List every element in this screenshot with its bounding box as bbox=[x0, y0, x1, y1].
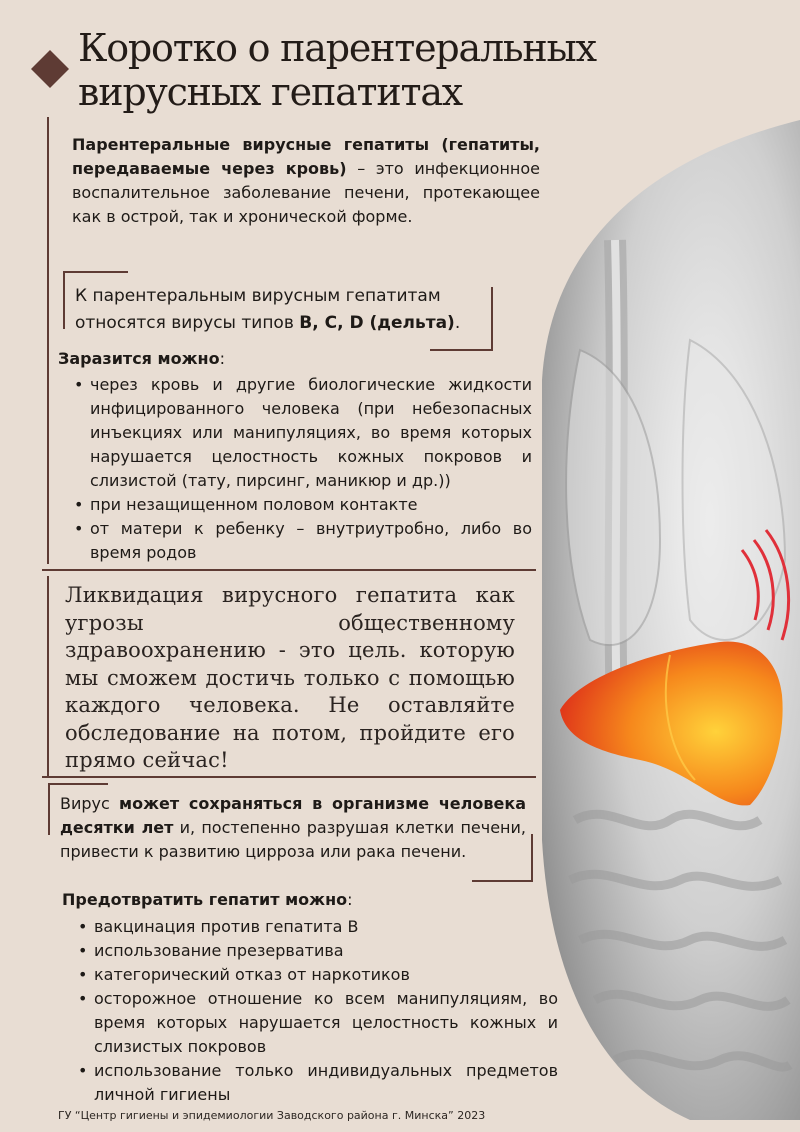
bracket-line bbox=[430, 349, 493, 351]
list-item: • при незащищенном половом контакте bbox=[72, 493, 532, 517]
list-item: • вакцинация против гепатита В bbox=[76, 915, 558, 939]
virus-types-paragraph bbox=[75, 283, 485, 337]
anatomy-illustration bbox=[520, 120, 800, 1120]
virus-lead: Вирус bbox=[60, 794, 120, 813]
intro-bold: Парентеральные вирусные гепатиты (гепатиты, передаваемые через кровь) bbox=[72, 135, 540, 178]
slogan-text: Ликвидация вирусного гепатита как угрозы общественному здравоохранению - это цель. которую мы сможем достичь только с помощью каждого человека. Не оставляйте обследование на потом, пройдите его прямо сейчас! bbox=[65, 583, 515, 772]
infection-heading bbox=[58, 348, 225, 370]
bracket-line bbox=[472, 880, 533, 882]
prevention-heading-text: Предотвратить гепатит можно bbox=[62, 890, 348, 909]
divider-line bbox=[42, 569, 536, 571]
list-item: • категорический отказ от наркотиков bbox=[76, 963, 558, 987]
footer-text: ГУ “Центр гигиены и эпидемиологии Заводского района г. Минска” 2023 bbox=[58, 1109, 486, 1122]
bracket-line bbox=[63, 271, 128, 273]
bracket-line bbox=[531, 834, 533, 882]
infection-heading-text: Заразится можно bbox=[58, 349, 220, 368]
intro-paragraph bbox=[72, 133, 540, 229]
intro-text: – это инфекционное воспалительное заболевание печени, протекающее как в острой, так и хронической форме. bbox=[72, 159, 540, 226]
list-item: • использование презерватива bbox=[76, 939, 558, 963]
list-item: • через кровь и другие биологические жидкости инфицированного человека (при небезопасных инъекциях или манипуляциях, во время которых нарушается целостность кожных покровов и слизистой (тату, пирсинг, маникюр и др.)) bbox=[72, 373, 532, 493]
virus-text: и, постепенно разрушая клетки печени, привести к развитию цирроза или рака печени. bbox=[60, 818, 527, 861]
list-item: • использование только индивидуальных предметов личной гигиены bbox=[76, 1059, 558, 1107]
bracket-line bbox=[48, 783, 108, 785]
virus-paragraph bbox=[60, 792, 526, 864]
diamond-icon bbox=[31, 50, 69, 88]
slogan-accent-line bbox=[47, 576, 49, 777]
list-item: • осторожное отношение ко всем манипуляциям, во время которых нарушается целостность кожных и слизистых покровов bbox=[76, 987, 558, 1059]
virus-bold: может сохраняться в организме человека десятки лет bbox=[60, 794, 526, 837]
prevention-list bbox=[76, 915, 558, 1107]
types-text: К парентеральным вирусным гепатитам относятся вирусы типов bbox=[75, 286, 441, 333]
infection-list bbox=[72, 373, 532, 565]
left-accent-line bbox=[47, 117, 49, 564]
types-bold: B, C, D (дельта) bbox=[299, 313, 455, 333]
prevention-heading bbox=[62, 889, 353, 911]
bracket-line bbox=[491, 287, 493, 351]
divider-line bbox=[42, 776, 536, 778]
list-item: • от матери к ребенку – внутриутробно, либо во время родов bbox=[72, 517, 532, 565]
bracket-line bbox=[48, 783, 50, 835]
page-title: Коротко о парентеральных вирусных гепатитах bbox=[78, 26, 596, 114]
bracket-line bbox=[63, 271, 65, 329]
heading-colon: : bbox=[219, 349, 225, 368]
heading-colon: : bbox=[347, 890, 353, 909]
types-end: . bbox=[454, 313, 461, 333]
